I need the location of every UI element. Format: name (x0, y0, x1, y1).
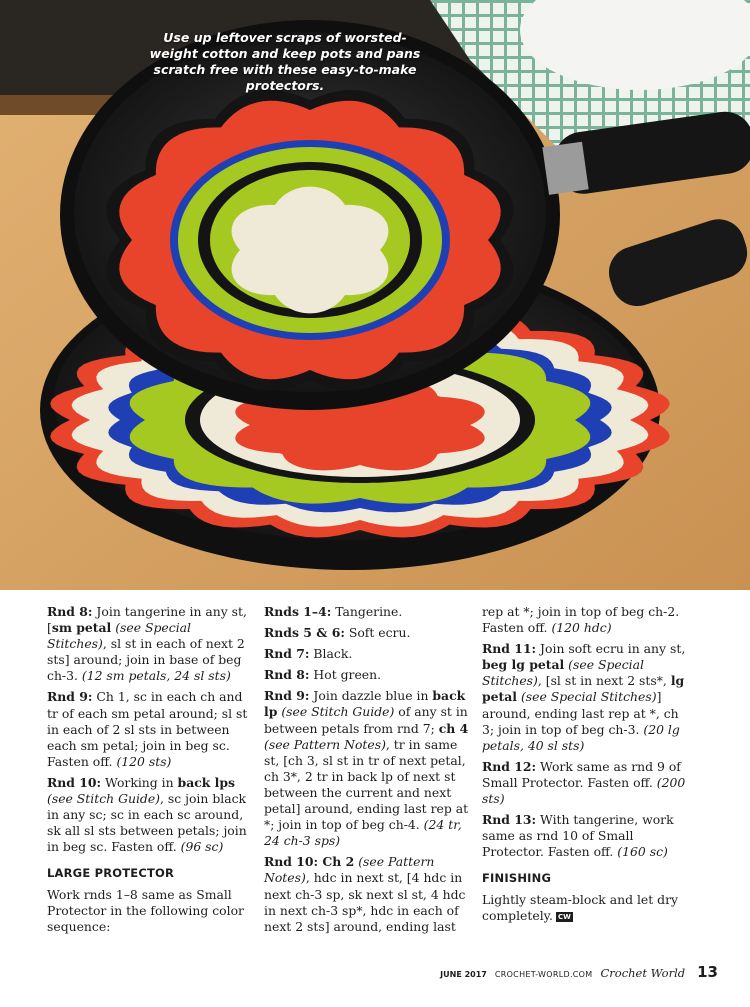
instruction-paragraph: Rnd 9: Ch 1, sc in each ch and tr of each sm petal around; sl st in each of 2 sl sts in between each sm petal; join in beg sc. Fasten off. (120 sts) (47, 689, 248, 769)
instruction-paragraph: Rnd 8: Join tangerine in any st, [sm petal (see Special Stitches), sl st in each of next 2 sts] around; join in base of beg ch-3. (12 sm petals, 24 sl sts) (47, 604, 247, 684)
paragraph-list (264, 604, 469, 935)
finishing-paragraph (482, 892, 688, 924)
instruction-paragraph: Rnd 10: Ch 2 (see Pattern Notes), hdc in next st, [4 hdc in next ch-3 sp, sk next sl st, 4 hdc in next ch-3 sp*, hdc in each of next 2 sts] around, ending last (264, 854, 466, 934)
paragraph-list (482, 604, 688, 860)
instruction-paragraph: Rnd 11: Join soft ecru in any st, beg lg petal (see Special Stitches), [sl st in next 2 sts*, lg petal (see Special Stitches)] around, ending last rep at *, ch 3; join in top of beg ch-3. (20 lg petals, 40 sl sts) (482, 641, 686, 753)
finishing-text: Lightly steam-block and let dry completely. (482, 891, 679, 923)
instructions-column-2 (264, 604, 469, 940)
large-protector-intro: Work rnds 1–8 same as Small Protector in the following color sequence: (47, 886, 244, 934)
instruction-paragraph: Rnd 8: Hot green. (264, 667, 382, 683)
instructions-column-1 (47, 604, 253, 940)
instruction-paragraph: Rnd 9: Join dazzle blue in back lp (see Stitch Guide) of any st in between petals from rnd 7; ch 4 (see Pattern Notes), tr in same st, [ch 3, sl st in tr of next petal, ch 3*, 2 tr in back lp of next st between the current and next petal] around, ending last rep at *; join in top of beg ch-4. (24 tr, 24 ch-3 sps) (264, 688, 469, 849)
issue-date: JUNE 2017 (440, 970, 487, 979)
instructions-column-3 (482, 604, 688, 929)
paragraph-list (47, 604, 253, 855)
magazine-name: Crochet World (600, 966, 686, 980)
instruction-paragraph: Rnds 1–4: Tangerine. (264, 604, 403, 619)
page-number: 13 (697, 963, 718, 981)
page-footer (440, 963, 718, 981)
instruction-paragraph: Rnd 7: Black. (264, 646, 353, 662)
instruction-paragraph: Rnd 10: Working in back lps (see Stitch Guide), sc join black in any sc; sc in each sc around, sk all sl sts between petals; join in beg sc. Fasten off. (96 sc) (47, 774, 247, 855)
instruction-paragraph: Rnd 12: Work same as rnd 9 of Small Protector. Fasten off. (200 sts) (482, 758, 686, 807)
instruction-paragraph: Rnd 13: With tangerine, work same as rnd 10 of Small Protector. Fasten off. (160 sc) (482, 812, 674, 860)
instruction-paragraph: Rnds 5 & 6: Soft ecru. (264, 625, 411, 641)
website: CROCHET-WORLD.COM (494, 970, 593, 979)
finishing-heading: FINISHING (482, 871, 552, 886)
large-protector-heading: LARGE PROTECTOR (47, 866, 175, 881)
cw-logo-icon: CW (557, 912, 571, 921)
photo-caption: Use up leftover scraps of worsted-weight cotton and keep pots and pans scratch free with these easy-to-make protectors. (149, 30, 421, 93)
instruction-paragraph: rep at *; join in top of beg ch-2. Fasten off. (120 hdc) (482, 604, 680, 636)
